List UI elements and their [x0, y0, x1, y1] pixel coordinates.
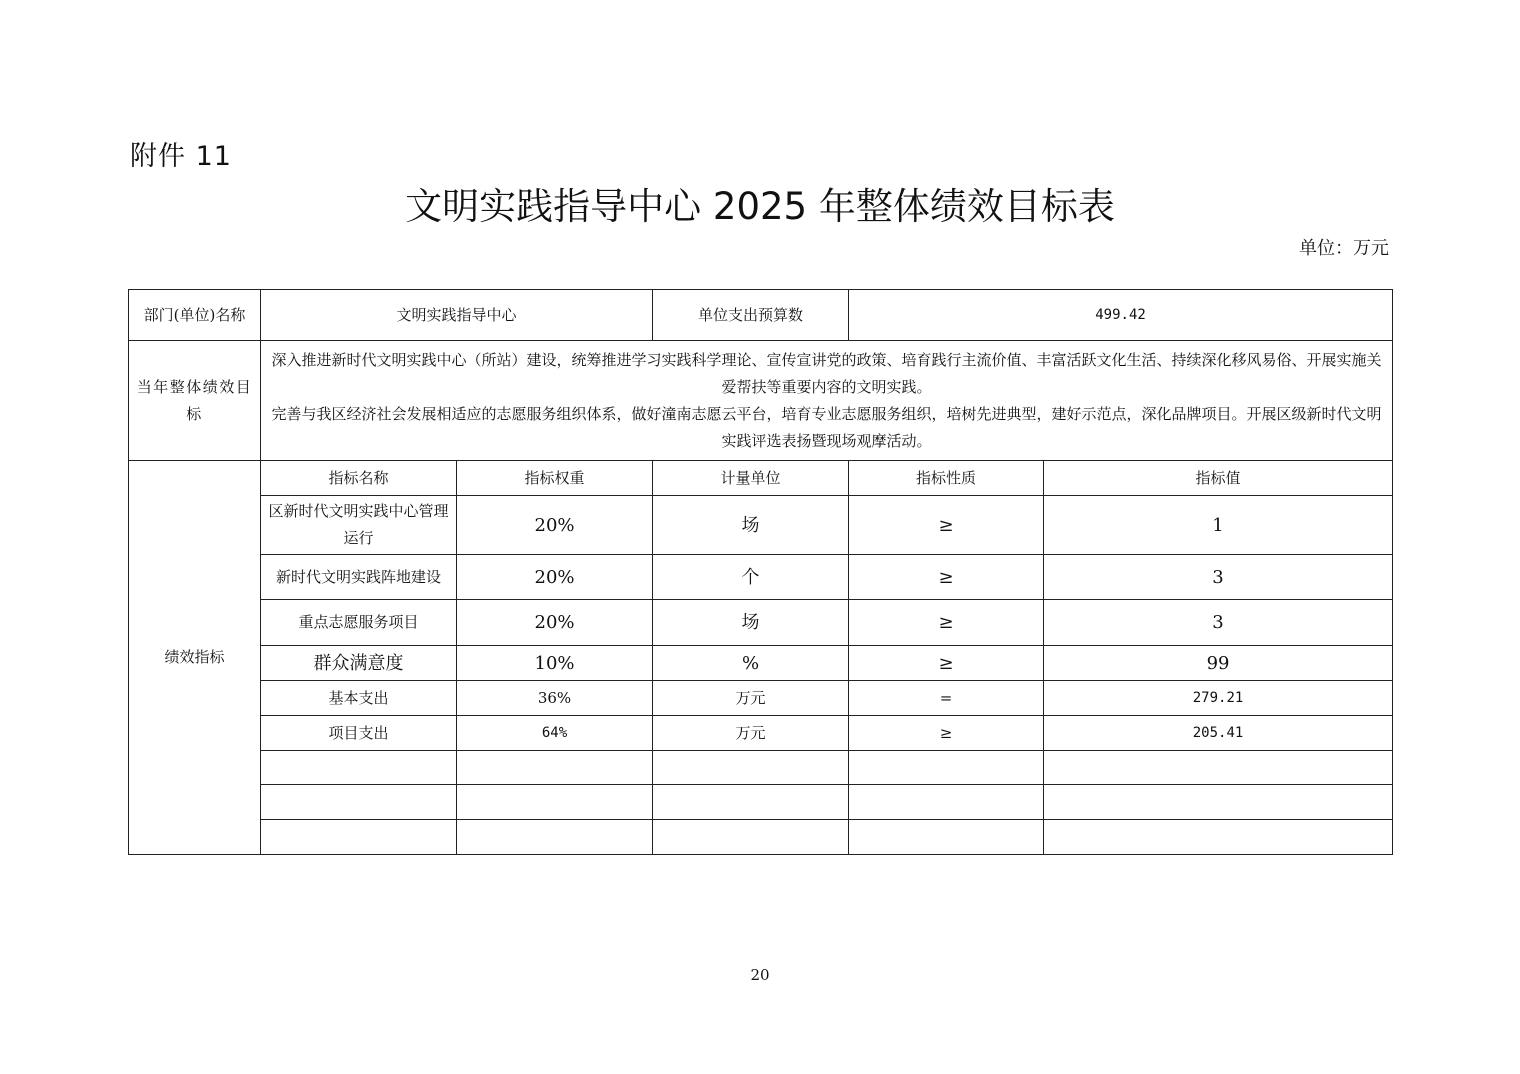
page-title: 文明实践指导中心 2025 年整体绩效目标表	[405, 185, 1115, 228]
empty-cell	[653, 751, 849, 785]
indicator-unit: 场	[653, 600, 849, 646]
goal-row	[129, 341, 1393, 461]
empty-cell	[261, 785, 457, 820]
indicator-weight: 36%	[457, 681, 653, 716]
indicator-weight: 10%	[457, 646, 653, 681]
column-header: 指标值	[1044, 461, 1393, 496]
indicator-value: 279.21	[1044, 681, 1393, 716]
indicator-header-row	[129, 461, 1393, 496]
indicator-unit: 场	[653, 496, 849, 555]
indicator-nature: ≥	[849, 646, 1044, 681]
indicator-name: 基本支出	[261, 681, 457, 716]
table-row	[129, 555, 1393, 600]
empty-cell	[1044, 751, 1393, 785]
indicator-name: 重点志愿服务项目	[261, 600, 457, 646]
column-header: 计量单位	[653, 461, 849, 496]
indicator-nature: ≥	[849, 496, 1044, 555]
empty-cell	[653, 785, 849, 820]
budget-label: 单位支出预算数	[653, 290, 849, 341]
empty-row	[129, 820, 1393, 855]
indicator-unit: 个	[653, 555, 849, 600]
indicator-nature: ≥	[849, 716, 1044, 751]
dept-value: 文明实践指导中心	[261, 290, 653, 341]
empty-cell	[457, 820, 653, 855]
indicator-value: 99	[1044, 646, 1393, 681]
empty-cell	[849, 820, 1044, 855]
indicator-nature: ≥	[849, 600, 1044, 646]
empty-cell	[1044, 785, 1393, 820]
budget-value: 499.42	[849, 290, 1393, 341]
table-row	[129, 716, 1393, 751]
indicator-name: 项目支出	[261, 716, 457, 751]
empty-cell	[261, 751, 457, 785]
indicator-unit: 万元	[653, 716, 849, 751]
column-header: 指标性质	[849, 461, 1044, 496]
indicator-weight: 20%	[457, 600, 653, 646]
empty-cell	[849, 751, 1044, 785]
unit-label: 单位：万元	[1299, 238, 1389, 259]
indicator-value: 3	[1044, 555, 1393, 600]
indicator-value: 1	[1044, 496, 1393, 555]
empty-row	[129, 751, 1393, 785]
goal-label: 当年整体绩效目标	[129, 341, 261, 461]
indicator-value: 3	[1044, 600, 1393, 646]
indicator-unit: 万元	[653, 681, 849, 716]
indicator-value: 205.41	[1044, 716, 1393, 751]
table-row	[129, 646, 1393, 681]
empty-cell	[653, 820, 849, 855]
performance-table	[128, 289, 1393, 855]
attachment-label: 附件 11	[130, 141, 232, 172]
column-header: 指标名称	[261, 461, 457, 496]
indicator-weight: 20%	[457, 555, 653, 600]
page-number: 20	[750, 966, 770, 984]
empty-cell	[457, 751, 653, 785]
column-header: 指标权重	[457, 461, 653, 496]
table-row	[129, 600, 1393, 646]
indicator-name: 群众满意度	[261, 646, 457, 681]
empty-cell	[261, 820, 457, 855]
indicator-weight: 64%	[457, 716, 653, 751]
empty-row	[129, 785, 1393, 820]
goal-text	[261, 341, 1393, 461]
empty-cell	[457, 785, 653, 820]
goal-paragraph-2: 完善与我区经济社会发展相适应的志愿服务组织体系，做好潼南志愿云平台，培育专业志愿服务组织，培树先进典型，建好示范点，深化品牌项目。开展区级新时代文明实践评选表扬暨现场观摩活动。	[271, 404, 1382, 450]
indicators-section-label: 绩效指标	[129, 461, 261, 855]
table-row	[129, 681, 1393, 716]
indicator-weight: 20%	[457, 496, 653, 555]
indicator-nature: ≥	[849, 555, 1044, 600]
empty-cell	[849, 785, 1044, 820]
table-row	[129, 496, 1393, 555]
goal-paragraph-1: 深入推进新时代文明实践中心（所站）建设，统筹推进学习实践科学理论、宣传宣讲党的政策、培育践行主流价值、丰富活跃文化生活、持续深化移风易俗、开展实施关爱帮扶等重要内容的文明实践。	[271, 350, 1382, 396]
indicator-unit: %	[653, 646, 849, 681]
dept-label: 部门(单位)名称	[129, 290, 261, 341]
indicator-name: 新时代文明实践阵地建设	[261, 555, 457, 600]
indicator-name: 区新时代文明实践中心管理运行	[261, 496, 457, 555]
indicator-nature: =	[849, 681, 1044, 716]
empty-cell	[1044, 820, 1393, 855]
dept-info-row	[129, 290, 1393, 341]
